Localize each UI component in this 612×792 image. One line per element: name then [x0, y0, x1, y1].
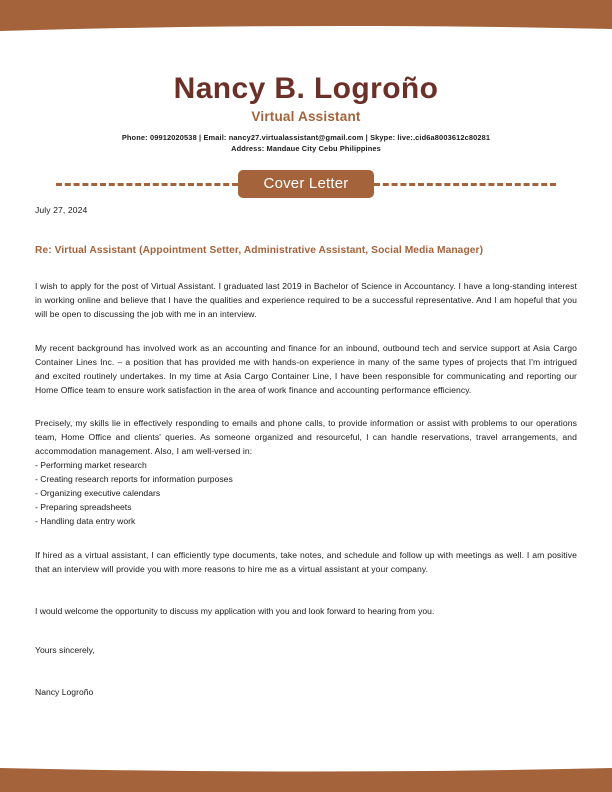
page-title: Nancy B. Logroño — [173, 72, 439, 105]
skills-list — [35, 459, 577, 529]
letter-paragraph-1: I wish to apply for the post of Virtual Assistant. I graduated last 2019 in Bachelor of Science in Accountancy. I have a long-standing interest in working online and believe that I have the qualities and experience required to be a successful representative. And I am hopeful that you will be open to discussing the job with me in an interview. — [35, 281, 577, 319]
letter-body — [35, 205, 577, 697]
contact-info — [0, 132, 612, 155]
divider-dash-right — [374, 183, 556, 186]
contact-line-address: Address: Mandaue City Cebu Philippines — [231, 144, 381, 154]
divider-dash-left — [56, 183, 238, 186]
letter-signoff: Yours sincerely, — [35, 644, 95, 655]
letter-closing-paragraph: I would welcome the opportunity to discuss my application with you and look forward to hearing from you. — [35, 605, 435, 616]
list-item: - Organizing executive calendars — [35, 488, 161, 499]
letter-date: July 27, 2024 — [35, 205, 88, 215]
top-decorative-band — [0, 0, 612, 34]
list-item: - Creating research reports for information purposes — [35, 474, 233, 485]
section-divider — [0, 170, 612, 198]
list-item: - Performing market research — [35, 460, 147, 471]
bottom-decorative-band — [0, 762, 612, 792]
letter-subject-line: Re: Virtual Assistant (Appointment Setter, Administrative Assistant, Social Media Manager) — [35, 245, 484, 256]
letterhead-header — [0, 72, 612, 155]
letter-paragraph-4: If hired as a virtual assistant, I can efficiently type documents, take notes, and schedule and follow up with meetings as well. I am positive that an interview will provide you with more reasons to hire me as a virtual assistant at your company. — [35, 549, 577, 574]
contact-line-primary: Phone: 09912020538 | Email: nancy27.virtualassistant@gmail.com | Skype: live:.cid6a8003612c80281 — [121, 133, 491, 142]
list-item: - Preparing spreadsheets — [35, 501, 132, 512]
job-title-subtitle: Virtual Assistant — [251, 109, 361, 124]
letter-signature-name: Nancy Logroño — [35, 686, 94, 697]
letter-paragraph-3: Precisely, my skills lie in effectively responding to emails and phone calls, to provide information or assist with problems to our operations team, Home Office and clients' queries. As someone organized and resourceful, I can handle reservations, travel arrangements, and accommodation management. Also, I am well-versed in: — [35, 418, 577, 457]
letter-paragraph-2: My recent background has involved work as an accounting and finance for an inbound, outbound tech and service support at Asia Cargo Container Lines Inc. – a position that has provided me with hands-on experience in many of the same types of projects that I'm intrigued and excited routinely undertakes. In my time at Asia Cargo Container Line, I have been responsible for communicating and reporting our Home Office team to ensure work satisfaction in the area of work finance and accounting performance efficiency. — [35, 342, 577, 395]
cover-letter-badge: Cover Letter — [238, 170, 375, 198]
list-item: - Handling data entry work — [35, 515, 136, 526]
